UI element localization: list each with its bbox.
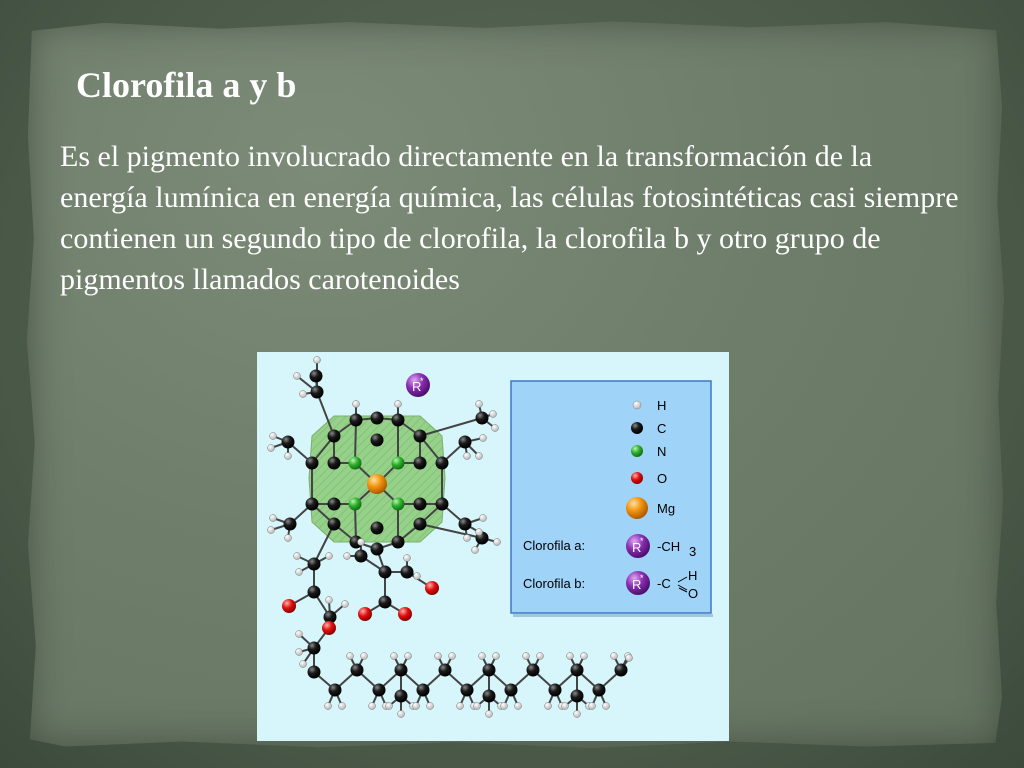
- atom-n: [349, 457, 362, 470]
- atom-o: [358, 607, 372, 621]
- atom-c: [373, 684, 386, 697]
- atom-h: [474, 703, 481, 710]
- r-group-superscript: *: [420, 376, 424, 386]
- clorofila-b-r-superscript: *: [640, 573, 644, 583]
- atom-h: [300, 661, 307, 668]
- slide-body-text: Es el pigmento involucrado directamente en la transformación de la energía lumínica en energía química, las células fotosintéticas casi siempre contienen un segundo tipo de clorofila, la clorofila b y otro grupo de pigmentos llamados carotenoides: [60, 140, 959, 296]
- atom-c: [615, 664, 628, 677]
- atom-h: [339, 703, 346, 710]
- atom-c: [459, 436, 472, 449]
- atom-h: [413, 703, 420, 710]
- molecule-diagram: [257, 352, 729, 741]
- atom-c: [371, 522, 384, 535]
- atom-h: [427, 703, 434, 710]
- r-group-atom: [406, 373, 430, 397]
- atom-h: [326, 553, 333, 560]
- atom-h: [300, 391, 307, 398]
- atom-h: [574, 711, 581, 718]
- atom-h: [581, 653, 588, 660]
- atom-h: [294, 373, 301, 380]
- atom-h: [404, 555, 411, 562]
- atom-h: [523, 653, 530, 660]
- atom-c: [308, 666, 321, 679]
- atom-c: [355, 550, 368, 563]
- atom-c: [414, 518, 427, 531]
- legend-label-mg: Mg: [657, 501, 676, 516]
- atom-h: [285, 535, 292, 542]
- atom-c: [308, 642, 321, 655]
- atom-c: [593, 684, 606, 697]
- legend-label-n: N: [657, 444, 667, 459]
- atom-o: [322, 621, 336, 635]
- atom-c: [417, 684, 430, 697]
- atom-h: [562, 703, 569, 710]
- atom-o: [282, 599, 296, 613]
- atom-c: [401, 566, 414, 579]
- atom-o: [398, 607, 412, 621]
- atom-c: [414, 430, 427, 443]
- atom-c: [328, 498, 341, 511]
- atom-mg: [367, 474, 387, 494]
- atom-h: [270, 433, 277, 440]
- atom-h: [405, 653, 412, 660]
- atom-h: [395, 401, 402, 408]
- atom-h: [449, 653, 456, 660]
- atom-c: [310, 370, 323, 383]
- atom-h: [457, 703, 464, 710]
- atom-c: [351, 664, 364, 677]
- clorofila-b-group-h: H: [688, 568, 698, 583]
- atom-h: [493, 653, 500, 660]
- atom-n: [349, 498, 362, 511]
- clorofila-a-r-label: R: [632, 540, 642, 555]
- clorofila-b-group: -C: [657, 576, 671, 591]
- legend-label-o: O: [657, 471, 668, 486]
- atom-h: [414, 573, 421, 580]
- atom-h: [285, 453, 292, 460]
- atom-c: [306, 457, 319, 470]
- atom-h: [398, 711, 405, 718]
- clorofila-a-group: -CH: [657, 539, 681, 554]
- atom-h: [494, 539, 501, 546]
- atom-c: [436, 457, 449, 470]
- atom-c: [476, 412, 489, 425]
- atom-h: [326, 597, 333, 604]
- atom-c: [328, 518, 341, 531]
- atom-h: [476, 401, 483, 408]
- atom-c: [483, 664, 496, 677]
- atom-h: [391, 653, 398, 660]
- atom-o: [425, 581, 439, 595]
- atom-h: [472, 547, 479, 554]
- atom-c: [571, 664, 584, 677]
- atom-h: [268, 527, 275, 534]
- atom-h: [270, 515, 277, 522]
- atom-h: [464, 453, 471, 460]
- atom-c: [395, 690, 408, 703]
- atom-c: [308, 586, 321, 599]
- atom-h: [501, 703, 508, 710]
- atom-c: [571, 690, 584, 703]
- atom-c: [371, 434, 384, 447]
- atom-c: [350, 414, 363, 427]
- atom-c: [395, 664, 408, 677]
- atom-c: [371, 412, 384, 425]
- atom-c: [308, 558, 321, 571]
- atom-h: [294, 553, 301, 560]
- r-group-label: R: [412, 379, 422, 394]
- atom-h: [603, 703, 610, 710]
- atom-h: [296, 649, 303, 656]
- atom-c: [527, 664, 540, 677]
- legend-label-h: H: [657, 398, 667, 413]
- clorofila-a-group-subscript: 3: [689, 544, 697, 559]
- atom-c: [284, 518, 297, 531]
- atom-h: [325, 703, 332, 710]
- atom-c: [439, 664, 452, 677]
- atom-h: [611, 653, 618, 660]
- atom-c: [392, 414, 405, 427]
- atom-h: [361, 653, 368, 660]
- atom-h: [314, 357, 321, 364]
- atom-h: [567, 653, 574, 660]
- atom-h: [296, 631, 303, 638]
- atom-h: [537, 653, 544, 660]
- atom-h: [545, 703, 552, 710]
- atom-h: [268, 445, 275, 452]
- atom-c: [459, 518, 472, 531]
- atom-c: [549, 684, 562, 697]
- legend-panel: [511, 381, 713, 617]
- legend-label-c: C: [657, 421, 667, 436]
- atom-c: [282, 436, 295, 449]
- atom-h: [626, 655, 633, 662]
- atom-h: [435, 653, 442, 660]
- chlorophyll-molecule-figure: [257, 352, 729, 741]
- atom-c: [414, 457, 427, 470]
- atom-h: [492, 425, 499, 432]
- atom-c: [505, 684, 518, 697]
- atom-h: [344, 553, 351, 560]
- atom-c: [329, 684, 342, 697]
- atom-h: [480, 515, 487, 522]
- clorofila-a-r-superscript: *: [640, 536, 644, 546]
- atom-n: [392, 498, 405, 511]
- atom-h: [358, 539, 365, 546]
- atom-h: [490, 411, 497, 418]
- atom-c: [436, 498, 449, 511]
- atom-h: [464, 535, 471, 542]
- atom-h: [369, 703, 376, 710]
- atom-h: [479, 653, 486, 660]
- atom-c: [306, 498, 319, 511]
- clorofila-b-group-o: O: [688, 586, 699, 601]
- atom-c: [311, 386, 324, 399]
- clorofila-b-label: Clorofila b:: [523, 576, 586, 591]
- atom-h: [296, 569, 303, 576]
- atom-h: [347, 653, 354, 660]
- atom-h: [480, 435, 487, 442]
- atom-h: [515, 703, 522, 710]
- atom-h: [486, 711, 493, 718]
- atom-h: [476, 453, 483, 460]
- atom-c: [379, 566, 392, 579]
- slide-title: Clorofila a y b: [76, 65, 297, 105]
- atom-c: [414, 498, 427, 511]
- atom-h: [353, 401, 360, 408]
- atom-h: [476, 529, 483, 536]
- atom-h: [589, 703, 596, 710]
- atom-c: [371, 543, 384, 556]
- atom-n: [392, 457, 405, 470]
- clorofila-a-label: Clorofila a:: [523, 538, 586, 553]
- atom-c: [483, 690, 496, 703]
- clorofila-b-r-label: R: [632, 577, 642, 592]
- atom-c: [379, 596, 392, 609]
- atom-h: [386, 703, 393, 710]
- atom-h: [342, 601, 349, 608]
- atom-c: [392, 536, 405, 549]
- atom-c: [328, 457, 341, 470]
- atom-c: [328, 430, 341, 443]
- atom-c: [461, 684, 474, 697]
